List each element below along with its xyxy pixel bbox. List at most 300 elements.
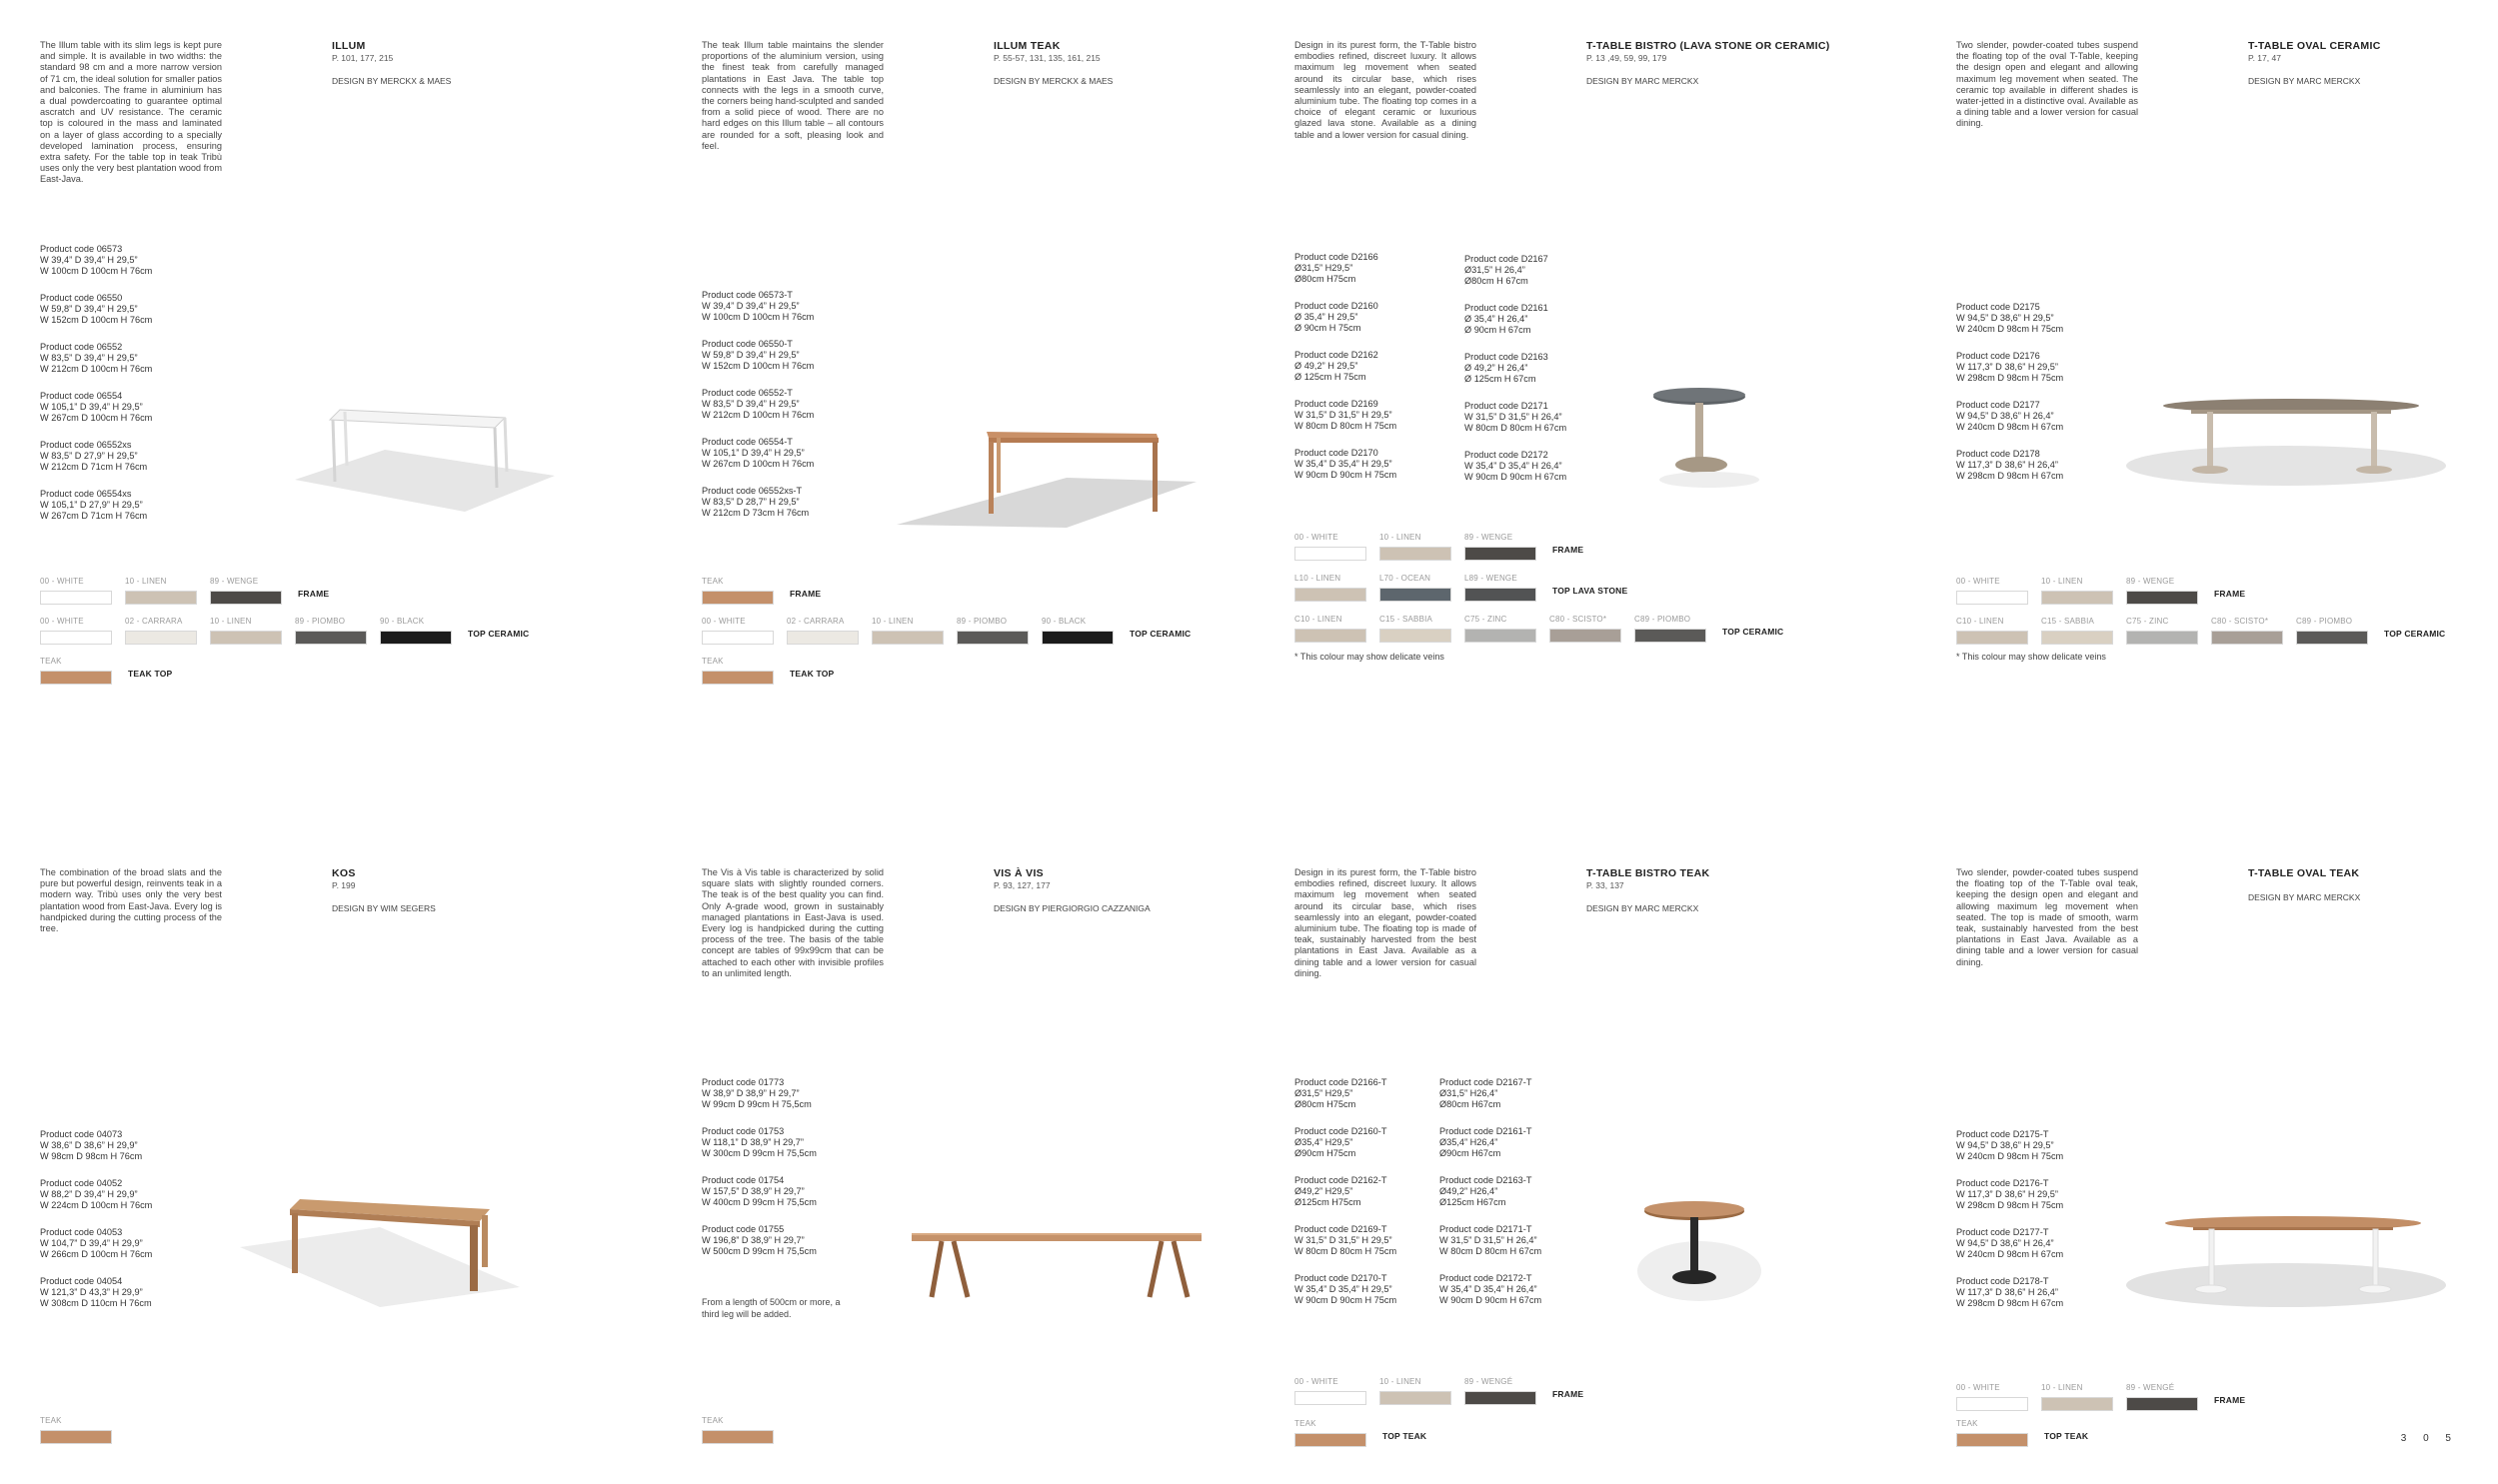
product-code: Product code 06573 — [40, 244, 123, 254]
product-code: Product code D2176-T — [1956, 1178, 2049, 1188]
swatch-color — [40, 631, 112, 645]
designer-credit: DESIGN BY MERCKX & MAES — [994, 76, 1114, 86]
swatch-color — [2126, 1397, 2198, 1411]
product-dimensions: W 500cm D 99cm H 75,5cm — [702, 1246, 817, 1256]
product-dimensions: W 94,5” D 38,6” H 26,4” — [1956, 411, 2054, 421]
product-heading — [2248, 867, 2498, 903]
product-code: Product code 06552-T — [702, 388, 793, 398]
product-code-entry — [40, 1276, 152, 1309]
product-dimensions: W 80cm D 80cm H 75cm — [1294, 1246, 1397, 1256]
designer-credit: DESIGN BY MERCKX & MAES — [332, 76, 452, 86]
product-dimensions: Ø49,2” H29,5” — [1294, 1186, 1353, 1196]
product-dimensions: Ø90cm H67cm — [1439, 1148, 1501, 1158]
swatch-row-title: TOP CERAMIC — [1130, 629, 1192, 639]
designer-credit: DESIGN BY MARC MERCKX — [2248, 76, 2361, 86]
product-code-entry — [702, 1224, 817, 1257]
swatch-label: TEAK — [1956, 1419, 1978, 1428]
swatch-color — [1549, 629, 1621, 643]
kos-table-image — [230, 1187, 530, 1317]
product-code: Product code 04052 — [40, 1178, 123, 1188]
product-dimensions: Ø125cm H67cm — [1439, 1197, 1506, 1207]
product-code: Product code 06554 — [40, 391, 123, 401]
product-code: Product code 06550-T — [702, 339, 793, 349]
product-dimensions: W 100cm D 100cm H 76cm — [40, 266, 153, 276]
swatch-label: 89 - PIOMBO — [295, 617, 346, 626]
color-swatch — [2126, 577, 2198, 605]
product-dimensions: Ø 49,2” H 26,4” — [1464, 363, 1528, 373]
product-code: Product code D2162 — [1294, 350, 1378, 360]
swatch-color — [2041, 631, 2113, 645]
swatch-label: 90 - BLACK — [380, 617, 425, 626]
product-code: Product code D2175 — [1956, 302, 2040, 312]
product-code: Product code 06550 — [40, 293, 123, 303]
swatch-label: C15 - SABBIA — [2041, 617, 2095, 626]
product-dimensions: W 31,5” D 31,5” H 29,5” — [1294, 410, 1392, 420]
color-swatch — [2126, 1383, 2198, 1411]
product-code: Product code D2178-T — [1956, 1276, 2049, 1286]
product-t-table-bistro — [1294, 40, 1934, 740]
product-dimensions: W 90cm D 90cm H 75cm — [1294, 1295, 1397, 1305]
product-dimensions: W 59,8” D 39,4” H 29,5” — [702, 350, 800, 360]
product-dimensions: Ø35,4” H29,5” — [1294, 1137, 1353, 1147]
product-dimensions: W 212cm D 71cm H 76cm — [40, 462, 148, 472]
product-dimensions: W 83,5” D 39,4” H 29,5” — [40, 353, 138, 363]
product-dimensions: Ø31,5” H26,4” — [1439, 1088, 1498, 1098]
swatch-label: L10 - LINEN — [1294, 574, 1341, 583]
color-swatch — [125, 577, 197, 605]
product-dimensions: W 267cm D 100cm H 76cm — [40, 413, 153, 423]
color-swatch — [1956, 577, 2028, 605]
product-code: Product code D2172-T — [1439, 1273, 1532, 1283]
product-code-entry — [40, 1227, 152, 1260]
product-dimensions: W 90cm D 90cm H 67cm — [1439, 1295, 1542, 1305]
color-swatch — [1956, 617, 2028, 645]
swatch-label: 89 - PIOMBO — [957, 617, 1008, 626]
color-swatch — [1464, 574, 1536, 602]
product-heading — [332, 40, 672, 87]
swatch-color — [1634, 629, 1706, 643]
product-code: Product code D2177 — [1956, 400, 2040, 410]
product-dimensions: W 117,3” D 38,6” H 26,4” — [1956, 1287, 2058, 1297]
swatch-label: 00 - WHITE — [40, 577, 84, 586]
color-swatch — [2041, 1383, 2113, 1411]
swatch-row-title: TOP CERAMIC — [1722, 627, 1784, 637]
product-code-entry — [40, 1178, 152, 1211]
product-code-entry — [40, 293, 152, 326]
product-code-entry — [1956, 400, 2063, 433]
product-dimensions: Ø80cm H75cm — [1294, 274, 1356, 284]
product-dimensions: W 98cm D 98cm H 76cm — [40, 1151, 143, 1161]
color-swatch — [1294, 533, 1366, 561]
product-code: Product code D2177-T — [1956, 1227, 2049, 1237]
swatch-color — [2041, 1397, 2113, 1411]
swatch-label: TEAK — [40, 1416, 62, 1425]
color-swatch — [40, 1416, 112, 1444]
product-name: T-TABLE OVAL CERAMIC — [2248, 40, 2381, 52]
swatch-row-title: TOP CERAMIC — [468, 629, 530, 639]
product-code: Product code D2178 — [1956, 449, 2040, 459]
product-dimensions: Ø125cm H75cm — [1294, 1197, 1361, 1207]
product-dimensions: W 298cm D 98cm H 75cm — [1956, 373, 2064, 383]
color-swatch — [702, 1416, 774, 1444]
product-code: Product code D2171 — [1464, 401, 1548, 411]
product-code: Product code D2166-T — [1294, 1077, 1387, 1087]
color-swatch — [1956, 1419, 2028, 1447]
product-dimensions: W 196,8” D 38,9” H 29,7” — [702, 1235, 805, 1245]
swatch-color — [210, 631, 282, 645]
product-dimensions: W 39,4” D 39,4” H 29,5” — [40, 255, 138, 265]
product-code: Product code 01753 — [702, 1126, 785, 1136]
color-swatch — [1379, 574, 1451, 602]
product-dimensions: W 105,1” D 27,9” H 29,5” — [40, 500, 143, 510]
product-code-entry — [1956, 302, 2063, 335]
swatch-label: TEAK — [40, 657, 62, 666]
product-dimensions: W 105,1” D 39,4” H 29,5” — [702, 448, 805, 458]
page-references: P. 33, 137 — [1586, 880, 1624, 890]
product-code-entry — [702, 437, 814, 470]
swatch-label: C75 - ZINC — [1464, 615, 1507, 624]
product-dimensions: W 152cm D 100cm H 76cm — [702, 361, 815, 371]
swatch-color — [1956, 1433, 2028, 1447]
swatch-label: C10 - LINEN — [1956, 617, 2004, 626]
product-code-entry — [702, 290, 814, 323]
product-code-entry — [1294, 350, 1464, 383]
product-code: Product code 01754 — [702, 1175, 785, 1185]
product-dimensions: Ø 90cm H 67cm — [1464, 325, 1531, 335]
product-dimensions: W 31,5” D 31,5” H 26,4” — [1464, 412, 1562, 422]
product-dimensions: W 308cm D 110cm H 76cm — [40, 1298, 152, 1308]
swatch-row-title: FRAME — [2214, 589, 2246, 599]
product-dimensions: W 240cm D 98cm H 75cm — [1956, 324, 2064, 334]
swatch-label: 90 - BLACK — [1042, 617, 1087, 626]
color-swatch — [872, 617, 944, 645]
product-description: Two slender, powder-coated tubes suspend the floating top of the T-Table oval teak, keeping the design open and elegant and allowing maximum leg movement when seated. The top is made of smooth, warm teak, sustainably harvested from the best plantations in East Java. Available as a dining table and a lower version for casual dining. — [1956, 867, 2138, 967]
product-dimensions: W 35,4” D 35,4” H 29,5” — [1294, 459, 1392, 469]
product-code: Product code D2160 — [1294, 301, 1378, 311]
page-number: 3 0 5 — [2400, 1433, 2458, 1444]
swatch-label: 00 - WHITE — [1294, 533, 1338, 542]
product-description: The teak Illum table maintains the slender proportions of the aluminium version, using the finest teak from carefully managed plantations in East Java. The table top connects with the legs in a smooth curve, the corners being hand-sculpted and sanded from a solid piece of wood. There are no hard edges on this Illum table – all contours are rounded for a soft, pleasing look and feel. — [702, 40, 884, 151]
third-leg-note: From a length of 500cm or more, a third leg will be added. — [702, 1297, 841, 1319]
product-name: KOS — [332, 867, 356, 879]
swatch-label: 10 - LINEN — [1379, 1377, 1421, 1386]
product-code-entry — [1956, 1129, 2063, 1162]
product-dimensions: Ø 90cm H 75cm — [1294, 323, 1361, 333]
swatch-label: 89 - WENGE — [2126, 577, 2175, 586]
product-dimensions: W 104,7” D 39,4” H 29,9” — [40, 1238, 143, 1248]
swatch-label: 00 - WHITE — [1294, 1377, 1338, 1386]
swatch-color — [125, 631, 197, 645]
swatch-row-title: FRAME — [790, 589, 822, 599]
product-dimensions: Ø 35,4” H 26,4” — [1464, 314, 1528, 324]
swatch-row-title: FRAME — [1552, 545, 1584, 555]
product-dimensions: W 212cm D 100cm H 76cm — [702, 410, 815, 420]
product-description: Design in its purest form, the T-Table bistro embodies refined, discreet luxury. It allows maximum leg movement when seated around its circular base, which rises seamlessly into an elegant, powder-coated aluminium tube. The floating top comes in a choice of elegant ceramic or luxurious glazed lava stone. Available as a dining table and a lower version for casual dining. — [1294, 40, 1476, 140]
product-codes — [40, 244, 152, 538]
product-heading — [994, 867, 1333, 914]
product-illum — [40, 40, 680, 740]
swatch-color — [2211, 631, 2283, 645]
product-code-entry — [1956, 449, 2063, 482]
product-code-entry — [40, 391, 152, 424]
swatch-color — [957, 631, 1029, 645]
swatch-row-title: FRAME — [2214, 1395, 2246, 1405]
product-code: Product code D2160-T — [1294, 1126, 1387, 1136]
product-description: The combination of the broad slats and the pure but powerful design, reinvents teak in a modern way. Tribù uses only the very best plantation wood from East-Java. Every log is handpicked during the cutting process of the tree. — [40, 867, 222, 934]
swatch-color — [787, 631, 859, 645]
swatch-color — [2041, 591, 2113, 605]
product-dimensions: Ø35,4” H26,4” — [1439, 1137, 1498, 1147]
product-dimensions: Ø31,5” H29,5” — [1294, 263, 1353, 273]
illum-table-image — [265, 400, 565, 520]
product-dimensions: W 31,5” D 31,5” H 26,4” — [1439, 1235, 1537, 1245]
product-name: ILLUM TEAK — [994, 40, 1061, 52]
product-dimensions: W 212cm D 100cm H 76cm — [40, 364, 153, 374]
product-dimensions: W 83,5” D 28,7” H 29,5” — [702, 497, 800, 507]
product-dimensions: Ø90cm H75cm — [1294, 1148, 1356, 1158]
product-code-entry — [702, 388, 814, 421]
product-dimensions: W 100cm D 100cm H 76cm — [702, 312, 815, 322]
product-code-entry — [40, 244, 152, 277]
swatch-color — [40, 1430, 112, 1444]
product-codes — [702, 290, 814, 535]
designer-credit: DESIGN BY MARC MERCKX — [1586, 903, 1699, 913]
product-code: Product code D2172 — [1464, 450, 1548, 460]
swatch-label: 10 - LINEN — [1379, 533, 1421, 542]
product-description: The Illum table with its slim legs is kept pure and simple. It is available in two widths: the standard 98 cm and a more narrow version of 71 cm, the ideal solution for smaller patios and balconies. The frame in aluminium has a dual powdercoating to guarantee optimal ascratch and UV resistance. The ceramic top is coloured in the mass and laminated on a layer of glass according to a specially developed lamination process, ensuring extra safety. For the table top in teak Tribù uses only the very best plantation wood from East-Java. — [40, 40, 222, 185]
color-swatch — [210, 617, 282, 645]
swatch-color — [1379, 588, 1451, 602]
swatch-label: TEAK — [702, 1416, 724, 1425]
product-code-entry — [1294, 399, 1464, 432]
swatch-color — [210, 591, 282, 605]
product-dimensions: W 117,3” D 38,6” H 29,5” — [1956, 1189, 2058, 1199]
color-swatch — [1379, 615, 1451, 643]
swatch-color — [1379, 629, 1451, 643]
swatch-row-title: FRAME — [1552, 1389, 1584, 1399]
swatch-color — [1294, 547, 1366, 561]
color-swatch — [380, 617, 452, 645]
color-swatch — [1294, 1419, 1366, 1447]
swatch-color — [702, 1430, 774, 1444]
swatch-label: C89 - PIOMBO — [2296, 617, 2353, 626]
swatch-color — [1379, 547, 1451, 561]
product-code: Product code 06554xs — [40, 489, 132, 499]
product-heading — [1586, 867, 1926, 914]
color-swatch — [1956, 1383, 2028, 1411]
product-dimensions: W 35,4” D 35,4” H 29,5” — [1294, 1284, 1392, 1294]
product-dimensions: W 266cm D 100cm H 76cm — [40, 1249, 153, 1259]
product-dimensions: W 267cm D 71cm H 76cm — [40, 511, 148, 521]
color-swatch — [957, 617, 1029, 645]
product-heading — [1586, 40, 1926, 87]
page-references: P. 199 — [332, 880, 356, 890]
product-dimensions: Ø31,5” H29,5” — [1294, 1088, 1353, 1098]
swatch-label: 89 - WENGE — [210, 577, 259, 586]
product-code: Product code 04054 — [40, 1276, 123, 1286]
product-heading — [2248, 40, 2498, 87]
swatch-label: C75 - ZINC — [2126, 617, 2169, 626]
product-kos — [40, 867, 680, 1467]
product-code: Product code 06554-T — [702, 437, 793, 447]
product-heading — [994, 40, 1333, 87]
product-dimensions: Ø 49,2” H 29,5” — [1294, 361, 1358, 371]
product-dimensions: W 121,3” D 43,3” H 29,9” — [40, 1287, 143, 1297]
swatch-color — [1464, 1391, 1536, 1405]
product-code: Product code 01755 — [702, 1224, 785, 1234]
product-vis-a-vis — [702, 867, 1341, 1467]
t-table-oval-ceramic-image — [2121, 390, 2451, 500]
product-code: Product code 06573-T — [702, 290, 793, 300]
product-code-entry — [1956, 1276, 2063, 1309]
product-name: T-TABLE BISTRO TEAK — [1586, 867, 1710, 879]
product-code-entry — [40, 342, 152, 375]
swatch-row-title: TEAK TOP — [128, 669, 173, 679]
footnote: * This colour may show delicate veins — [1294, 652, 1444, 662]
swatch-label: 00 - WHITE — [1956, 577, 2000, 586]
swatch-color — [2126, 631, 2198, 645]
product-code-entry — [1464, 401, 1634, 434]
swatch-label: 02 - CARRARA — [125, 617, 183, 626]
designer-credit: DESIGN BY MARC MERCKX — [2248, 892, 2361, 902]
product-code: Product code D2175-T — [1956, 1129, 2049, 1139]
swatch-label: 10 - LINEN — [872, 617, 914, 626]
page-references: P. 13 ,49, 59, 99, 179 — [1586, 53, 1667, 63]
product-dimensions: W 105,1” D 39,4” H 29,5” — [40, 402, 143, 412]
page-references: P. 17, 47 — [2248, 53, 2281, 63]
product-t-table-bistro-teak — [1294, 867, 1934, 1467]
color-swatch — [40, 657, 112, 685]
product-name: T-TABLE OVAL TEAK — [2248, 867, 2360, 879]
product-dimensions: Ø 125cm H 67cm — [1464, 374, 1536, 384]
color-swatch — [40, 617, 112, 645]
swatch-color — [702, 671, 774, 685]
swatch-label: 89 - WENGÉ — [2126, 1383, 2175, 1392]
swatch-label: 10 - LINEN — [2041, 577, 2083, 586]
product-code-entry — [1464, 352, 1634, 385]
swatch-label: 89 - WENGÉ — [1464, 1377, 1513, 1386]
product-dimensions: W 94,5” D 38,6” H 29,5” — [1956, 313, 2054, 323]
swatch-label: C89 - PIOMBO — [1634, 615, 1691, 624]
swatch-color — [1956, 591, 2028, 605]
product-dimensions: W 88,2” D 39,4” H 29,9” — [40, 1189, 138, 1199]
swatch-color — [1464, 629, 1536, 643]
swatch-label: TEAK — [1294, 1419, 1316, 1428]
product-description: Two slender, powder-coated tubes suspend the floating top of the oval T-Table, keeping the design open and elegant and allowing maximum leg movement when seated. The ceramic top available in different shades is water-jetted in a distinctive oval. Available as a dining table and a lower version for casual dining. — [1956, 40, 2138, 129]
swatch-color — [2126, 591, 2198, 605]
designer-credit: DESIGN BY PIERGIORGIO CAZZANIGA — [994, 903, 1151, 913]
product-dimensions: W 83,5” D 39,4” H 29,5” — [702, 399, 800, 409]
product-code: Product code D2161 — [1464, 303, 1548, 313]
product-name: T-TABLE BISTRO (LAVA STONE OR CERAMIC) — [1586, 40, 1830, 52]
product-dimensions: W 298cm D 98cm H 67cm — [1956, 1298, 2064, 1308]
product-dimensions: W 117,3” D 38,6” H 26,4” — [1956, 460, 2058, 470]
product-codes — [1956, 1129, 2063, 1325]
t-table-bistro-image — [1629, 385, 1769, 495]
codes-dining — [1294, 252, 1464, 497]
product-code-entry — [1464, 450, 1634, 483]
color-swatch — [2296, 617, 2368, 645]
product-name: ILLUM — [332, 40, 366, 52]
product-dimensions: W 80cm D 80cm H 67cm — [1464, 423, 1567, 433]
color-swatch — [1464, 533, 1536, 561]
product-dimensions: W 80cm D 80cm H 75cm — [1294, 421, 1397, 431]
swatch-color — [1294, 1433, 1366, 1447]
product-dimensions: W 300cm D 99cm H 75,5cm — [702, 1148, 817, 1158]
swatch-color — [1464, 547, 1536, 561]
swatch-color — [702, 631, 774, 645]
product-dimensions: W 152cm D 100cm H 76cm — [40, 315, 153, 325]
swatch-color — [872, 631, 944, 645]
product-code-entry — [1956, 1178, 2063, 1211]
swatch-label: L89 - WENGE — [1464, 574, 1517, 583]
codes-low — [1439, 1077, 1609, 1322]
color-swatch — [787, 617, 859, 645]
swatch-color — [1379, 1391, 1451, 1405]
product-dimensions: W 400cm D 99cm H 75,5cm — [702, 1197, 817, 1207]
product-code: Product code D2167-T — [1439, 1077, 1532, 1087]
designer-credit: DESIGN BY WIM SEGERS — [332, 903, 436, 913]
swatch-color — [1042, 631, 1114, 645]
product-code: Product code 06552xs — [40, 440, 132, 450]
product-code-entry — [1439, 1175, 1609, 1208]
color-swatch — [1464, 1377, 1536, 1405]
product-heading — [332, 867, 672, 914]
product-dimensions: W 94,5” D 38,6” H 26,4” — [1956, 1238, 2054, 1248]
product-dimensions: W 90cm D 90cm H 67cm — [1464, 472, 1567, 482]
color-swatch — [1294, 615, 1366, 643]
product-codes — [1956, 302, 2063, 498]
swatch-label: 10 - LINEN — [2041, 1383, 2083, 1392]
product-code-entry — [1439, 1273, 1609, 1306]
swatch-label: 00 - WHITE — [1956, 1383, 2000, 1392]
swatch-label: 10 - LINEN — [210, 617, 252, 626]
swatch-label: 10 - LINEN — [125, 577, 167, 586]
product-code: Product code D2167 — [1464, 254, 1548, 264]
product-code-entry — [1956, 1227, 2063, 1260]
color-swatch — [1464, 615, 1536, 643]
product-code: Product code D2166 — [1294, 252, 1378, 262]
product-dimensions: Ø80cm H75cm — [1294, 1099, 1356, 1109]
color-swatch — [125, 617, 197, 645]
color-swatch — [702, 617, 774, 645]
product-name: VIS À VIS — [994, 867, 1044, 879]
product-dimensions: W 118,1” D 38,9” H 29,7” — [702, 1137, 804, 1147]
swatch-color — [1294, 1391, 1366, 1405]
swatch-color — [2296, 631, 2368, 645]
color-swatch — [1294, 574, 1366, 602]
product-code-entry — [1464, 303, 1634, 336]
swatch-color — [1464, 588, 1536, 602]
swatch-color — [40, 591, 112, 605]
swatch-row-title: TOP LAVA STONE — [1552, 586, 1628, 596]
color-swatch — [2211, 617, 2283, 645]
product-code-entry — [702, 1175, 817, 1208]
swatch-row-title: TOP CERAMIC — [2384, 629, 2446, 639]
swatch-color — [40, 671, 112, 685]
product-code: Product code 06552 — [40, 342, 123, 352]
swatch-label: C80 - SCISTO* — [2211, 617, 2269, 626]
product-dimensions: Ø31,5” H 26,4” — [1464, 265, 1525, 275]
swatch-row-title: FRAME — [298, 589, 330, 599]
product-code: Product code D2169 — [1294, 399, 1378, 409]
swatch-color — [702, 591, 774, 605]
product-code: Product code 04073 — [40, 1129, 123, 1139]
illum-teak-table-image — [887, 420, 1207, 540]
footnote: * This colour may show delicate veins — [1956, 652, 2106, 662]
product-dimensions: W 117,3” D 38,6” H 29,5” — [1956, 362, 2058, 372]
product-dimensions: Ø80cm H67cm — [1439, 1099, 1501, 1109]
